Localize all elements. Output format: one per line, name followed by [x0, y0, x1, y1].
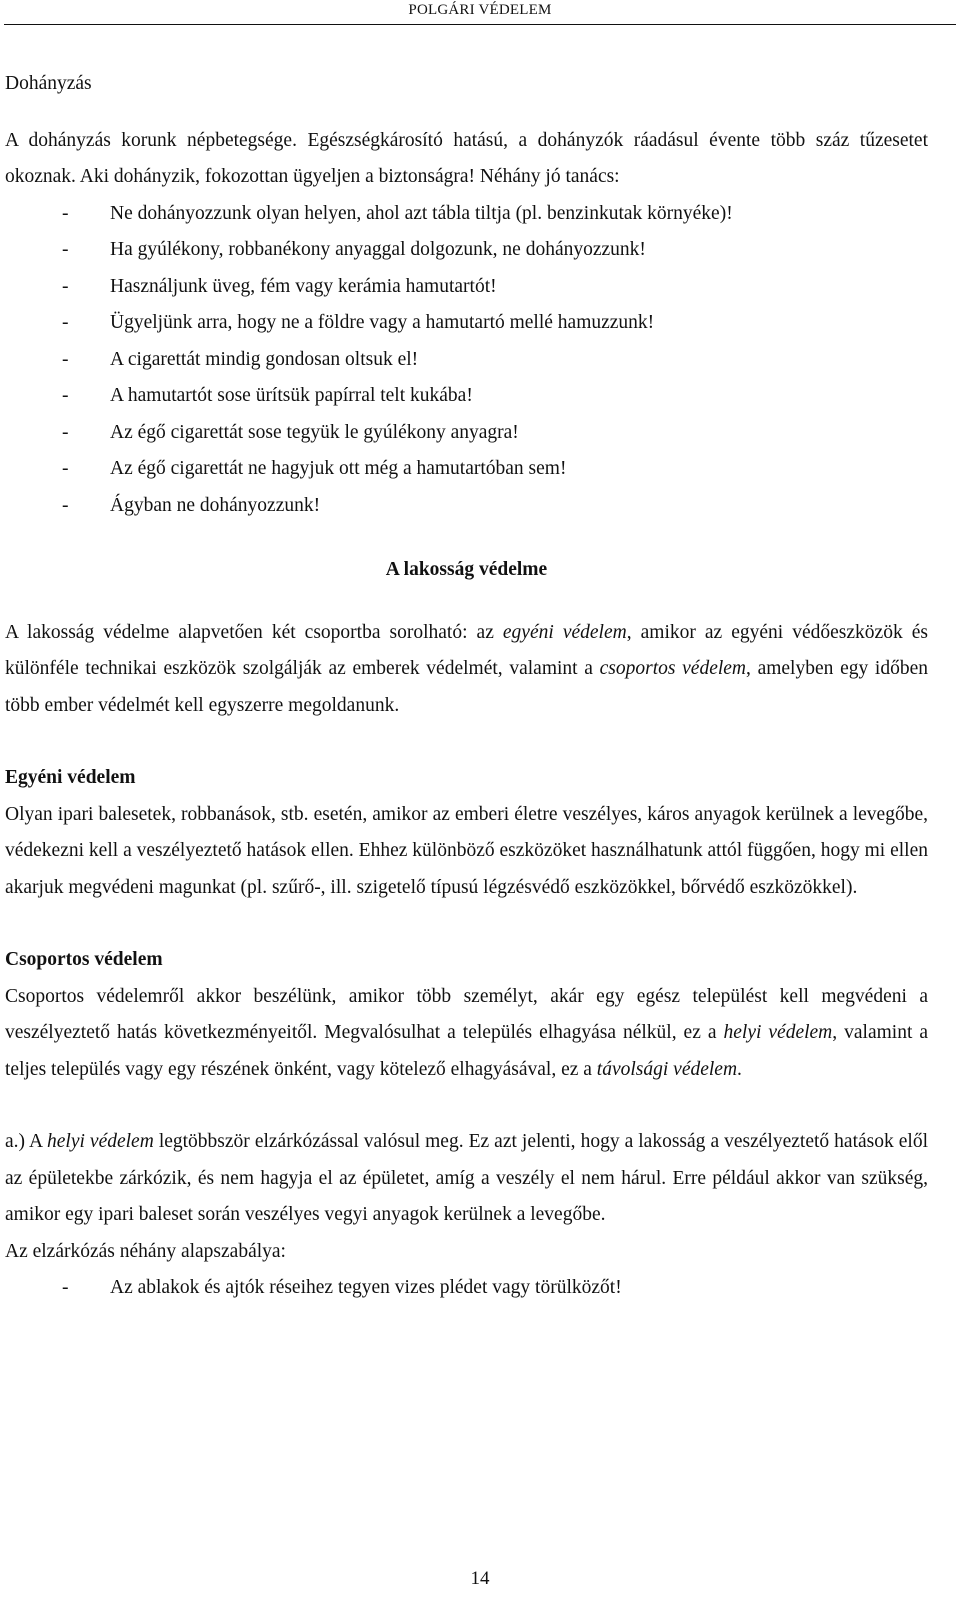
- smoking-tips-list: [5, 196, 928, 525]
- page-content: [5, 66, 928, 1307]
- group-text: Csoportos védelemről akkor beszélünk, amikor több személyt, akár egy egész települést kell megvédeni a veszélyeztető hatás következményeitől. Megvalósulhat a település elhagyása nélkül, ez a helyi védelem, valamint a teljes település vagy egy részének önként, vagy kötelező elhagyásával, ez a távolsági védelem.: [5, 985, 928, 1080]
- subheading-individual: Egyéni védelem: [5, 767, 136, 788]
- list-item: - Az égő cigarettát sose tegyük le gyúlékony anyagra!: [62, 421, 519, 443]
- rules-intro: Az elzárkózás néhány alapszabálya:: [5, 1240, 286, 1262]
- subheading-group: Csoportos védelem: [5, 949, 163, 970]
- list-item: - A hamutartót sose ürítsük papírral telt kukába!: [62, 385, 473, 406]
- page-number: 14: [470, 1568, 490, 1589]
- smoking-intro: A dohányzás korunk népbetegsége. Egészségkárosító hatású, a dohányzók ráadásul évente több száz tűzesetet okoznak. Aki dohányzik, fokozottan ügyeljen a biztonságra! Néhány jó tanács:: [5, 129, 928, 187]
- running-header: POLGÁRI VÉDELEM: [408, 2, 552, 18]
- list-item: - Ne dohányozzunk olyan helyen, ahol azt tábla tiltja (pl. benzinkutak környéke)!: [62, 202, 733, 224]
- section-title-protection: A lakosság védelme: [385, 559, 548, 580]
- list-item: - Ha gyúlékony, robbanékony anyaggal dolgozunk, ne dohányozzunk!: [62, 239, 646, 260]
- list-item: - Az égő cigarettát ne hagyjuk ott még a hamutartóban sem!: [62, 458, 567, 479]
- list-item: - Az ablakok és ajtók réseihez tegyen vizes plédet vagy törülközőt!: [62, 1277, 622, 1298]
- protection-intro: A lakosság védelme alapvetően két csoportba sorolható: az egyéni védelem, amikor az egyéni védőeszközök és különféle technikai eszközök szolgálják az emberek védelmét, valamint a csoportos védelem, amelyben egy időben több ember védelmét kell egyszerre megoldanunk.: [5, 621, 928, 716]
- shelter-rules-list: [5, 1270, 928, 1307]
- list-item: - Ügyeljünk arra, hogy ne a földre vagy a hamutartó mellé hamuzzunk!: [62, 312, 655, 333]
- list-item: - Használjunk üveg, fém vagy kerámia hamutartót!: [62, 275, 497, 297]
- list-item: - A cigarettát mindig gondosan oltsuk el!: [62, 348, 419, 370]
- local-protection-text: a.) A helyi védelem legtöbbször elzárkózással valósul meg. Ez azt jelenti, hogy a lakosság a veszélyeztető hatások elől az épületekbe zárkózik, és nem hagyja el az épületet, amíg a veszély el nem hárul. Erre például akkor van szükség, amikor egy ipari baleset során veszélyes vegyi anyagok kerülnek a levegőbe.: [5, 1131, 928, 1225]
- list-item: - Ágyban ne dohányozzunk!: [62, 494, 321, 516]
- individual-text: Olyan ipari balesetek, robbanások, stb. esetén, amikor az emberi életre veszélyes, káros anyagok kerülnek a levegőbe, védekezni kell a veszélyeztető hatások ellen. Ehhez különböző eszközöket használhatunk attól függően, hogy mi ellen akarjuk megvédeni magunkat (pl. szűrő-, ill. szigetelő típusú légzésvédő eszközökkel, bőrvédő eszközökkel).: [5, 803, 928, 898]
- header-rule: [4, 24, 956, 25]
- section-title-smoking: Dohányzás: [5, 73, 92, 94]
